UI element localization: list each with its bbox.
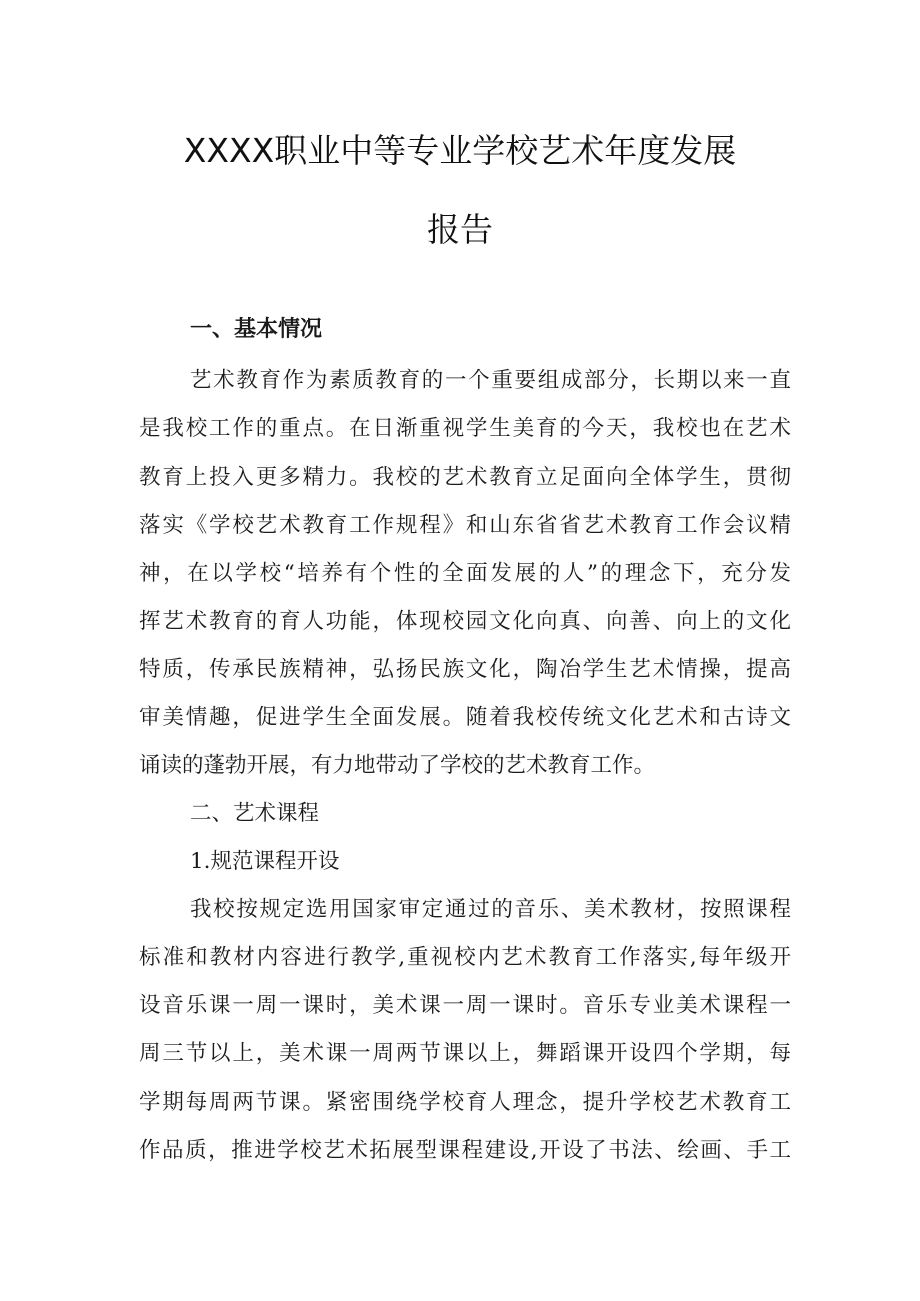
paragraph-line: 挥艺术教育的育人功能，体现校园文化向真、向善、向上的文化 [139,609,791,634]
section-2-heading: 二、艺术课程 [190,801,320,826]
paragraph-line: 作品质，推进学校艺术拓展型课程建设,开设了书法、绘画、手工 [139,1138,791,1163]
paragraph-line: 周三节以上，美术课一周两节课以上，舞蹈课开设四个学期，每 [139,1041,791,1066]
paragraph-line: 神，在以学校“培养有个性的全面发展的人”的理念下，充分发 [139,561,791,586]
paragraph-line: 艺术教育作为素质教育的一个重要组成部分，长期以来一直 [190,368,791,393]
document-title-line-2: 报告 [427,210,493,249]
paragraph-line: 是我校工作的重点。在日渐重视学生美育的今天，我校也在艺术 [139,416,791,441]
paragraph-line: 落实《学校艺术教育工作规程》和山东省省艺术教育工作会议精 [139,513,791,538]
paragraph-line: 诵读的蓬勃开展，有力地带动了学校的艺术教育工作。 [139,753,656,778]
paragraph-line: 标准和教材内容进行教学,重视校内艺术教育工作落实,每年级开 [139,945,791,970]
paragraph-line: 特质，传承民族精神，弘扬民族文化，陶冶学生艺术情操，提高 [139,657,791,682]
paragraph-line: 我校按规定选用国家审定通过的音乐、美术教材，按照课程 [190,897,791,922]
paragraph-line: 设音乐课一周一课时，美术课一周一课时。音乐专业美术课程一 [139,993,791,1018]
paragraph-line: 学期每周两节课。紧密围绕学校育人理念，提升学校艺术教育工 [139,1090,791,1115]
document-title-line-1: XXXX职业中等专业学校艺术年度发展 [183,131,737,170]
paragraph-line: 审美情趣，促进学生全面发展。随着我校传统文化艺术和古诗文 [139,705,791,730]
paragraph-line: 教育上投入更多精力。我校的艺术教育立足面向全体学生，贯彻 [139,465,791,490]
section-1-heading: 一、基本情况 [190,317,323,342]
section-2-subheading: 1.规范课程开设 [190,849,340,874]
